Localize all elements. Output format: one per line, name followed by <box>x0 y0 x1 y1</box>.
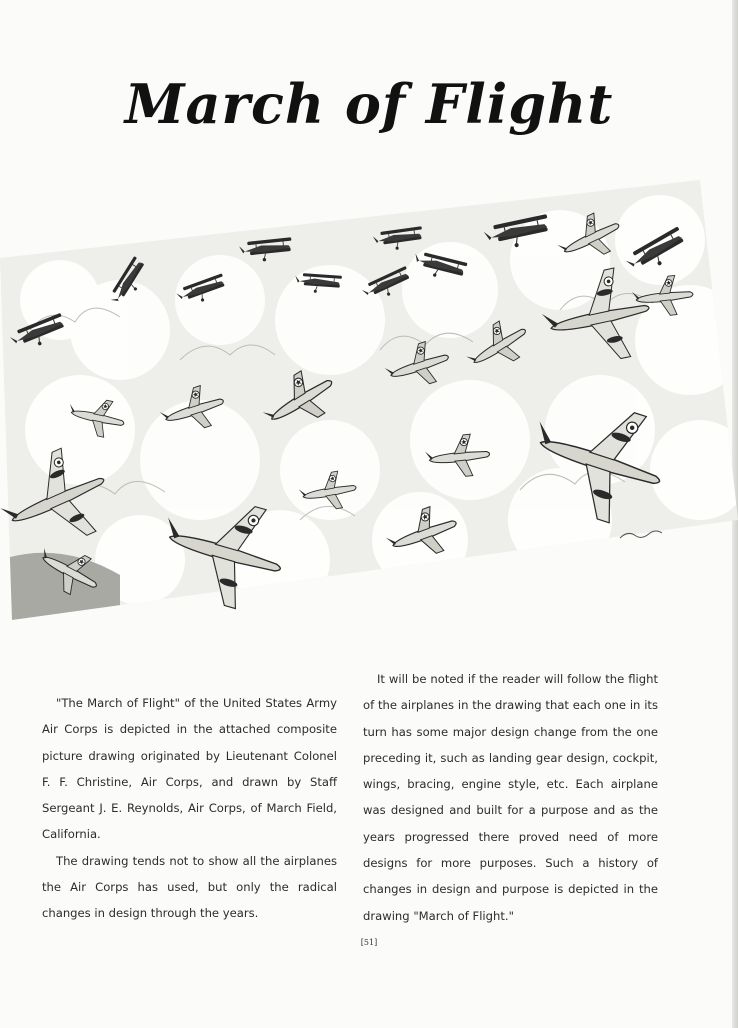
left-paragraph-2: The drawing tends not to show all the airplanes the Air Corps has used, but only the radical changes in design through the years. <box>42 853 337 921</box>
right-paragraph-1: It will be noted if the reader will follow the flight of the airplanes in the drawing that each one in its turn has some major design change from the one preceding it, such as landing gear design, cockpit, wings, bracing, engine style, etc. Each airplane was designed and built for a purpose and as the years progressed there proved need of more designs for more purposes. Such a history of changes in design and purpose is depicted in the drawing "March of Flight." <box>363 672 658 923</box>
page-title: March of Flight <box>124 72 614 136</box>
left-column <box>42 690 337 927</box>
right-column <box>363 666 658 929</box>
page-number: [51] <box>360 938 378 947</box>
left-paragraph-1: "The March of Flight" of the United States Army Air Corps is depicted in the attached composite picture drawing originated by Lieutenant Colonel F. F. Christine, Air Corps, and drawn by Staff Sergeant J. E. Reynolds, Air Corps, of March Field, California. <box>42 696 337 842</box>
